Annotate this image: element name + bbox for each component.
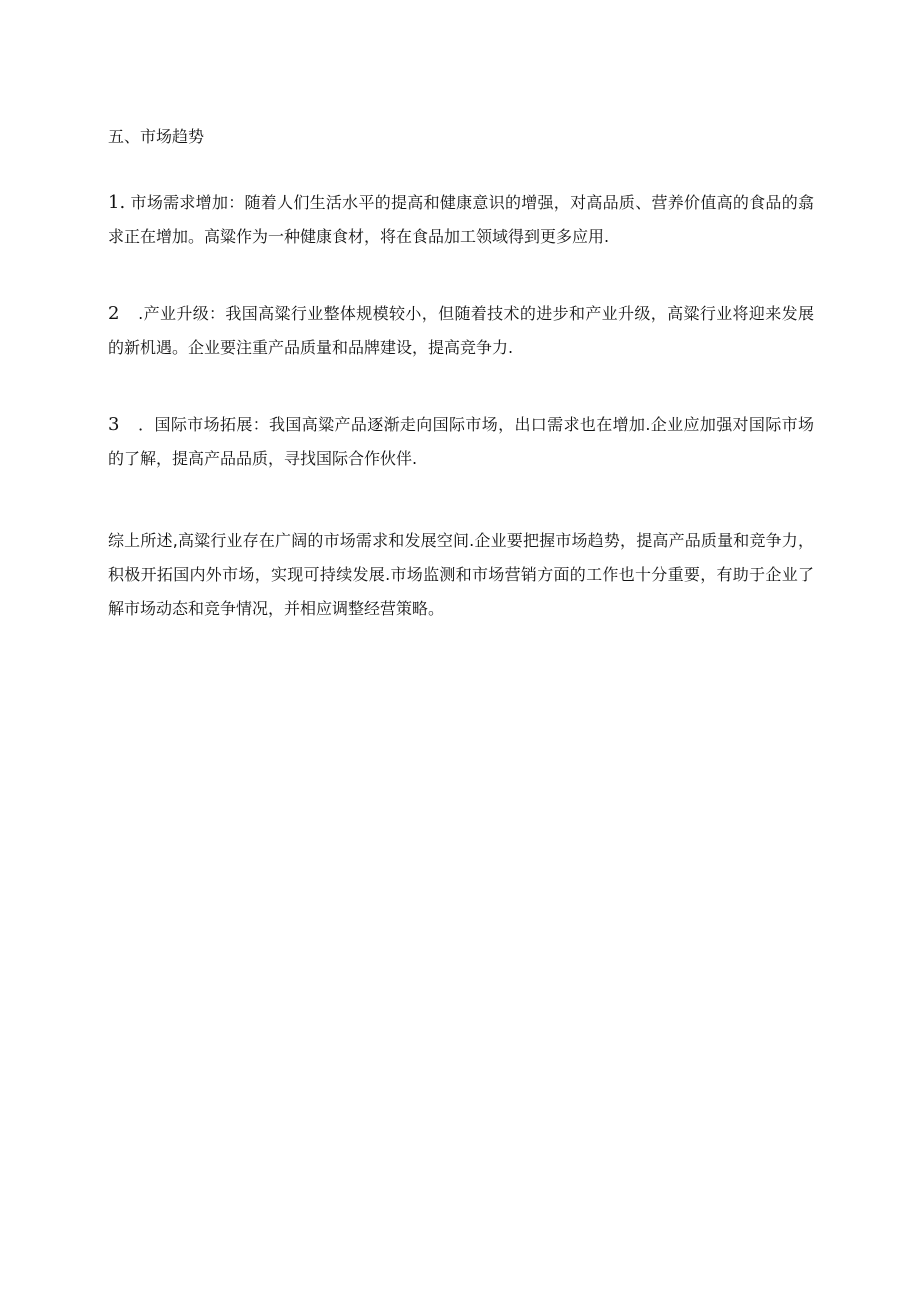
section-heading: 五、市场趋势 [108,127,205,146]
list-item-1 [108,186,814,254]
item-text: ．国际市场拓展：我国高粱产品逐渐走向国际市场，出口需求也在增加.企业应加强对国际市场的了解，提高产品品质，寻找国际合作伙伴. [108,415,814,468]
list-item-3 [108,408,814,476]
item-text: .产业升级：我国高粱行业整体规模较小，但随着技术的进步和产业升级，高粱行业将迎来发展的新机遇。企业要注重产品质量和品牌建设，提高竞争力. [108,304,814,357]
item-text: 市场需求增加：随着人们生活水平的提高和健康意识的增强，对高品质、营养价值高的食品的翕求正在增加。高粱作为一种健康食材，将在食品加工领域得到更多应用. [108,193,814,246]
item-number: 2 [108,303,139,324]
item-number: 3 [108,414,139,435]
list-item-2 [108,297,814,365]
conclusion-paragraph: 综上所述,高粱行业存在广阔的市场需求和发展空间.企业要把握市场趋势，提高产品质量和竞争力，积极开拓国内外市场，实现可持续发展.市场监测和市场营销方面的工作也十分重要，有助于企业了解市场动态和竞争情况，并相应调整经营策略。 [108,531,814,618]
item-number: 1. [108,192,126,213]
